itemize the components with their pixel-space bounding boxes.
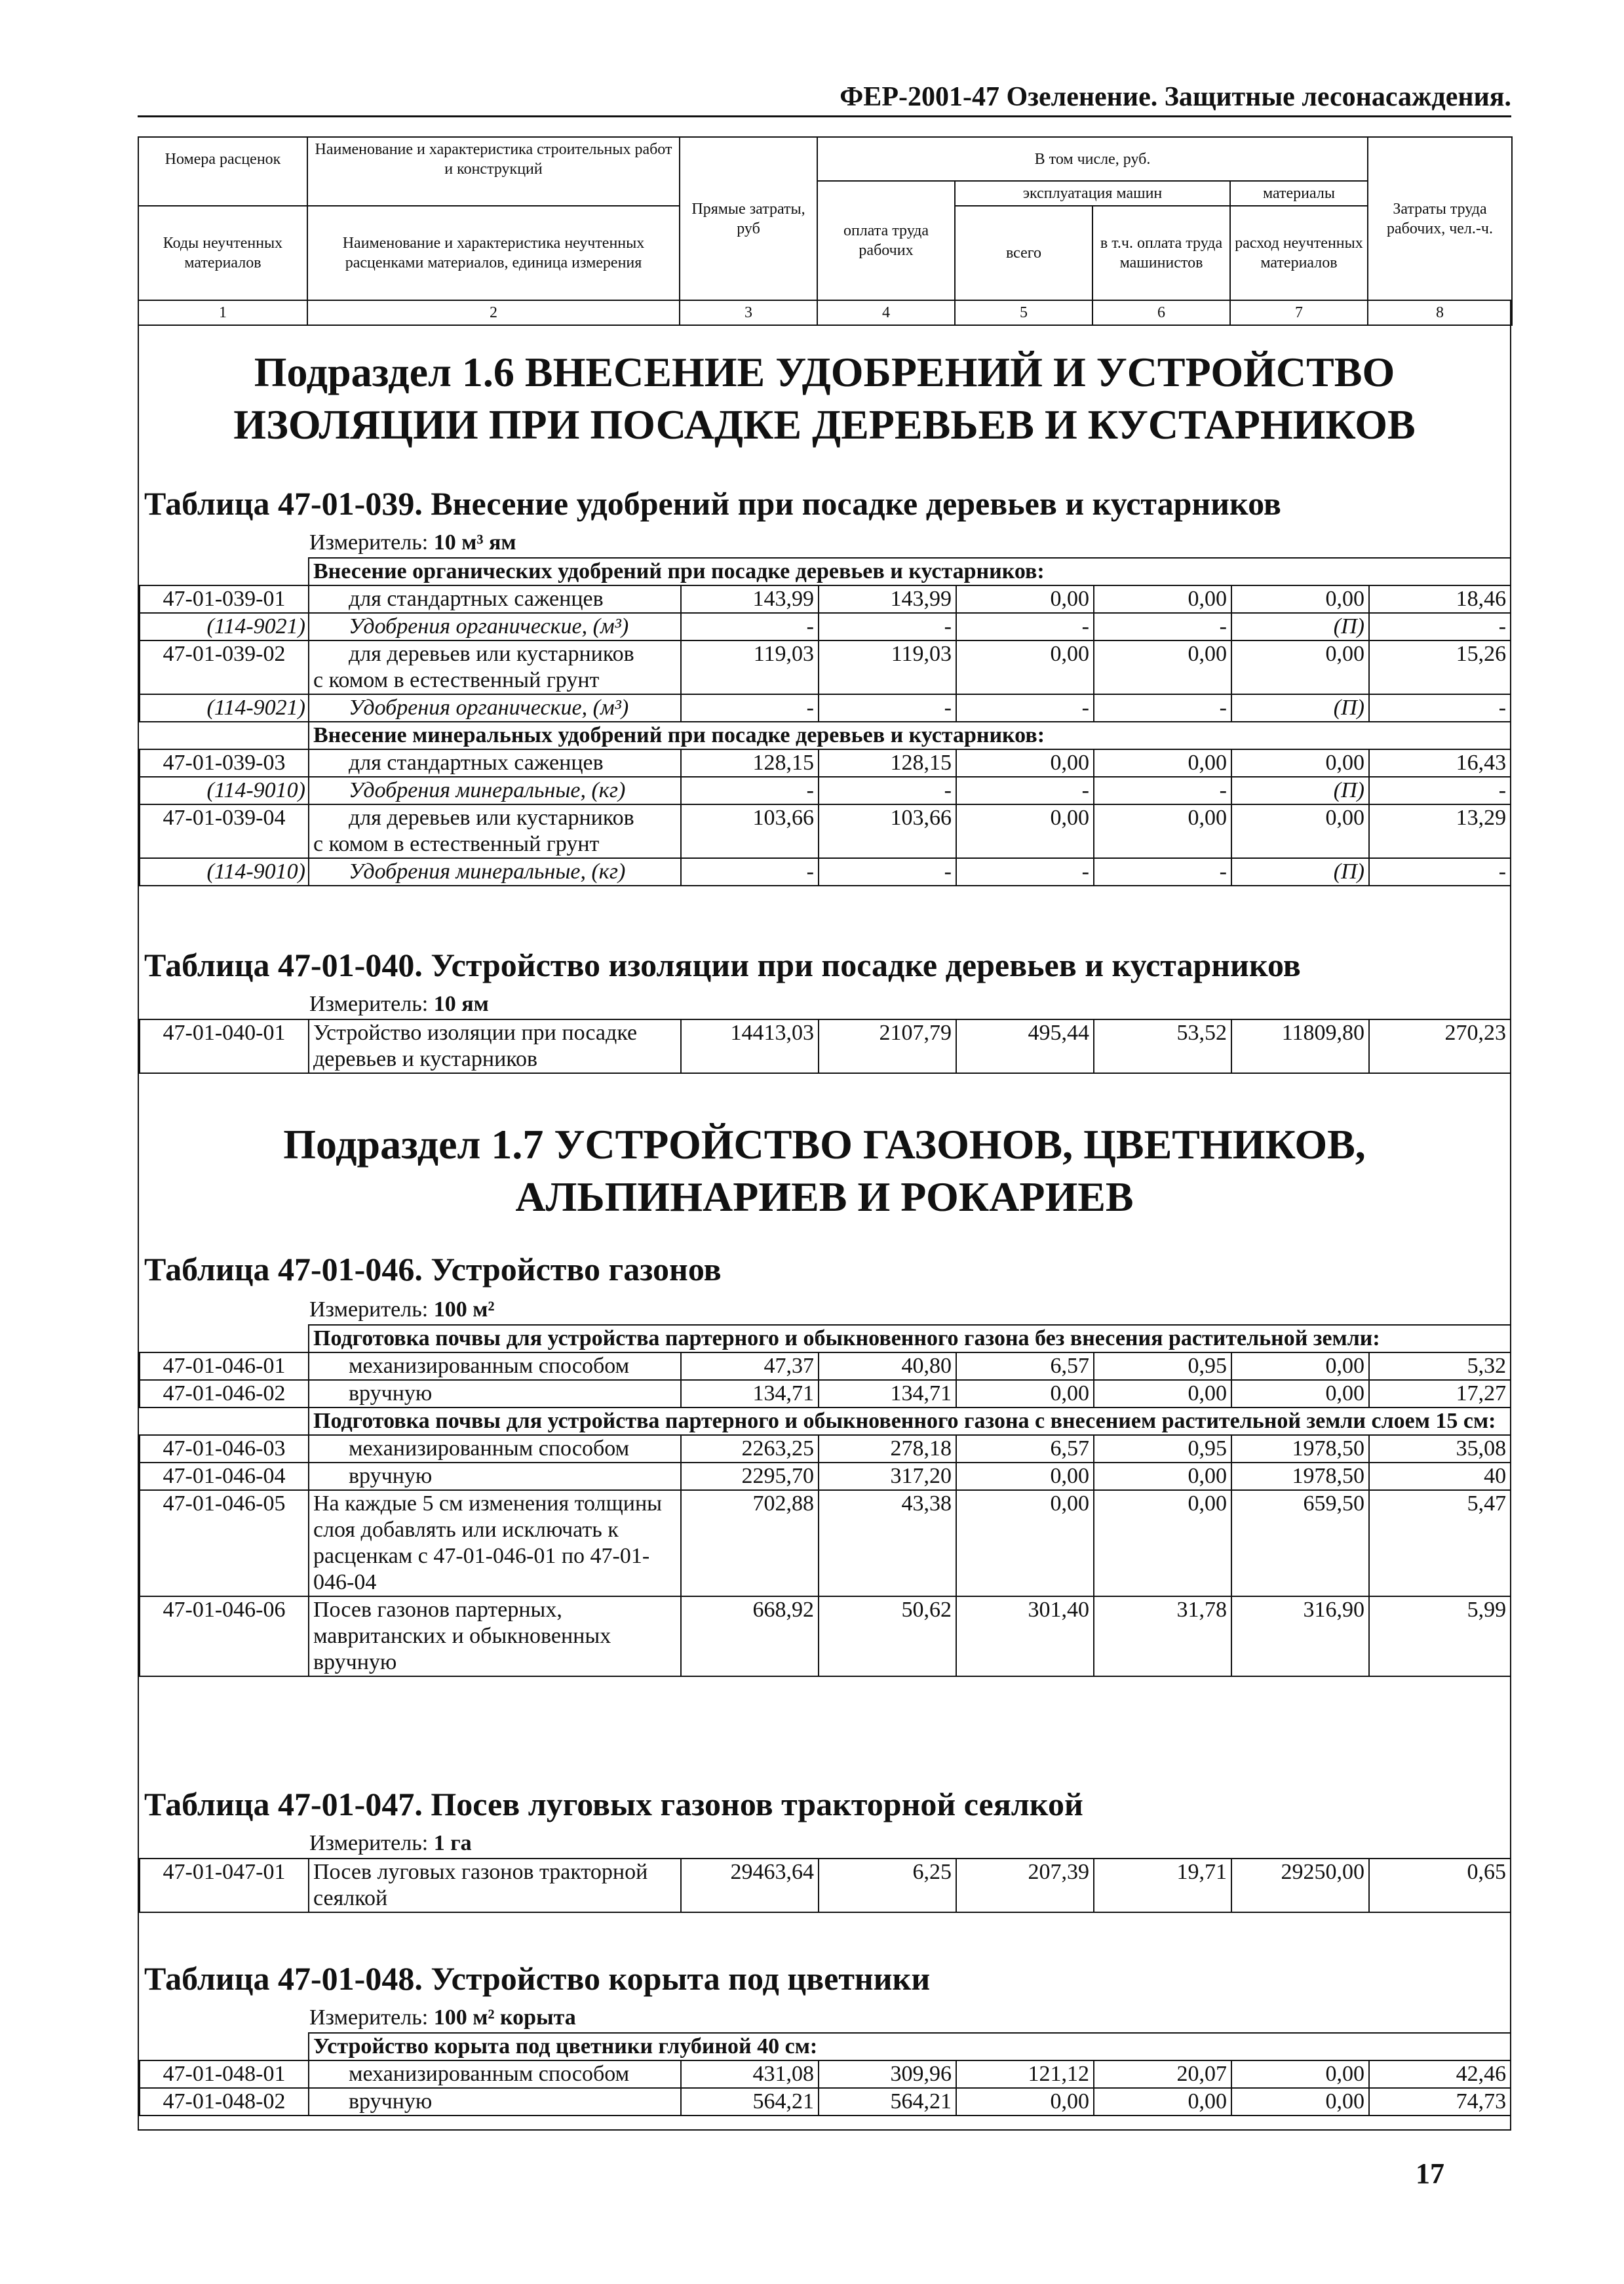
col2-header-bottom: Наименование и характеристика неучтенных расценками материалов, единица измерения <box>307 206 680 300</box>
column-header-table <box>138 136 1513 326</box>
table-039 <box>139 557 1511 886</box>
col8-header: Затраты труда рабочих, чел.-ч. <box>1368 137 1512 300</box>
table-row: 47-01-039-04 для деревьев или кустарников с комом в естественный грунт 103,66 103,66 0,00 0,00 0,00 13,29 <box>140 804 1511 858</box>
group-heading: Устройство корыта под цветники глубиной 40 см: <box>309 2033 1511 2060</box>
page-number: 17 <box>1416 2157 1444 2190</box>
subsection-1-7-title: Подраздел 1.7 УСТРОЙСТВО ГАЗОНОВ, ЦВЕТНИКОВ, АЛЬПИНАРИЕВ И РОКАРИЕВ <box>283 1121 1366 1220</box>
table-046-meter: Измеритель: 100 м² <box>309 1297 495 1322</box>
material-row: (114-9021) Удобрения органические, (м³) - - - - (П) - <box>140 613 1511 640</box>
table-048-title: Таблица 47-01-048. Устройство корыта под цветники <box>144 1960 931 1997</box>
table-046-title: Таблица 47-01-046. Устройство газонов <box>144 1251 722 1288</box>
col-number: 5 <box>955 300 1092 325</box>
group-heading: Подготовка почвы для устройства партерного и обыкновенного газона с внесением растительной земли слоем 15 см: <box>309 1408 1511 1435</box>
table-row: 47-01-046-02 вручную 134,71 134,71 0,00 0,00 0,00 17,27 <box>140 1380 1511 1408</box>
table-row: 47-01-046-05 На каждые 5 см изменения толщины слоя добавлять или исключать к расценкам с 47-01-046-01 по 47-01-046-04 702,88 43,38 0,00 0,00 659,50 5,47 <box>140 1490 1511 1596</box>
subsection-1-6-title: Подраздел 1.6 ВНЕСЕНИЕ УДОБРЕНИЙ И УСТРОЙСТВО ИЗОЛЯЦИИ ПРИ ПОСАДКЕ ДЕРЕВЬЕВ И КУСТАРНИКОВ <box>233 349 1416 448</box>
materials-header: материалы <box>1230 181 1368 206</box>
table-048-meter: Измеритель: 100 м² корыта <box>309 2005 576 2030</box>
table-row: 47-01-040-01 Устройство изоляции при посадке деревьев и кустарников 14413,03 2107,79 495,44 53,52 11809,80 270,23 <box>140 1019 1511 1073</box>
col1-header-top: Номера расценок <box>138 137 307 181</box>
material-row: (114-9021) Удобрения органические, (м³) - - - - (П) - <box>140 694 1511 722</box>
col-number: 2 <box>307 300 680 325</box>
group-heading: Подготовка почвы для устройства партерного и обыкновенного газона без внесения растительной земли: <box>309 1325 1511 1352</box>
col2-header-top: Наименование и характеристика строительных работ и конструкций <box>307 137 680 181</box>
table-047-title: Таблица 47-01-047. Посев луговых газонов тракторной сеялкой <box>144 1786 1083 1822</box>
table-row: 47-01-048-02 вручную 564,21 564,21 0,00 0,00 0,00 74,73 <box>140 2088 1511 2116</box>
group-heading: Внесение органических удобрений при посадке деревьев и кустарников: <box>309 558 1511 585</box>
content-frame <box>138 300 1511 2131</box>
col-number: 3 <box>680 300 817 325</box>
col1-header-bottom: Коды неучтенных материалов <box>138 206 307 300</box>
table-047 <box>139 1858 1511 1913</box>
table-row: 47-01-046-06 Посев газонов партерных, мавританских и обыкновенных вручную 668,92 50,62 301,40 31,78 316,90 5,99 <box>140 1596 1511 1676</box>
col6-header: в т.ч. оплата труда машинистов <box>1092 206 1230 300</box>
table-040 <box>139 1019 1511 1074</box>
group-heading: Внесение минеральных удобрений при посадке деревьев и кустарников: <box>309 722 1511 749</box>
col4-header: оплата труда рабочих <box>817 181 955 300</box>
table-row: 47-01-048-01 механизированным способом 431,08 309,96 121,12 20,07 0,00 42,46 <box>140 2060 1511 2088</box>
table-039-title: Таблица 47-01-039. Внесение удобрений при посадке деревьев и кустарников <box>144 485 1281 522</box>
table-row: 47-01-046-03 механизированным способом 2263,25 278,18 6,57 0,95 1978,50 35,08 <box>140 1435 1511 1463</box>
col-number: 8 <box>1368 300 1512 325</box>
col-number: 1 <box>138 300 307 325</box>
table-row: 47-01-039-03 для стандартных саженцев 128,15 128,15 0,00 0,00 0,00 16,43 <box>140 749 1511 777</box>
table-row: 47-01-039-02 для деревьев или кустарников с комом в естественный грунт 119,03 119,03 0,00 0,00 0,00 15,26 <box>140 640 1511 694</box>
table-row: 47-01-039-01 для стандартных саженцев 143,99 143,99 0,00 0,00 0,00 18,46 <box>140 585 1511 613</box>
table-row: 47-01-047-01 Посев луговых газонов тракторной сеялкой 29463,64 6,25 207,39 19,71 29250,00 0,65 <box>140 1859 1511 1912</box>
table-047-meter: Измеритель: 1 га <box>309 1831 472 1855</box>
table-039-meter: Измеритель: 10 м³ ям <box>309 530 516 555</box>
col-number: 7 <box>1230 300 1368 325</box>
col7-header: расход неучтенных материалов <box>1230 206 1368 300</box>
table-row: 47-01-046-04 вручную 2295,70 317,20 0,00 0,00 1978,50 40 <box>140 1463 1511 1490</box>
machines-header: эксплуатация машин <box>955 181 1230 206</box>
col-number: 6 <box>1092 300 1230 325</box>
table-048 <box>139 2032 1511 2116</box>
col-number: 4 <box>817 300 955 325</box>
table-row: 47-01-046-01 механизированным способом 47,37 40,80 6,57 0,95 0,00 5,32 <box>140 1352 1511 1380</box>
in-that-header: В том числе, руб. <box>817 137 1368 181</box>
col5-header: всего <box>955 206 1092 300</box>
table-040-title: Таблица 47-01-040. Устройство изоляции при посадке деревьев и кустарников <box>144 947 1301 983</box>
page-header-title: ФЕР-2001-47 Озеленение. Защитные лесонасаждения. <box>138 79 1511 117</box>
table-046 <box>139 1324 1511 1677</box>
col3-header: Прямые затраты, руб <box>680 137 817 300</box>
table-040-meter: Измеритель: 10 ям <box>309 992 489 1016</box>
material-row: (114-9010) Удобрения минеральные, (кг) - - - - (П) - <box>140 858 1511 886</box>
material-row: (114-9010) Удобрения минеральные, (кг) - - - - (П) - <box>140 777 1511 804</box>
